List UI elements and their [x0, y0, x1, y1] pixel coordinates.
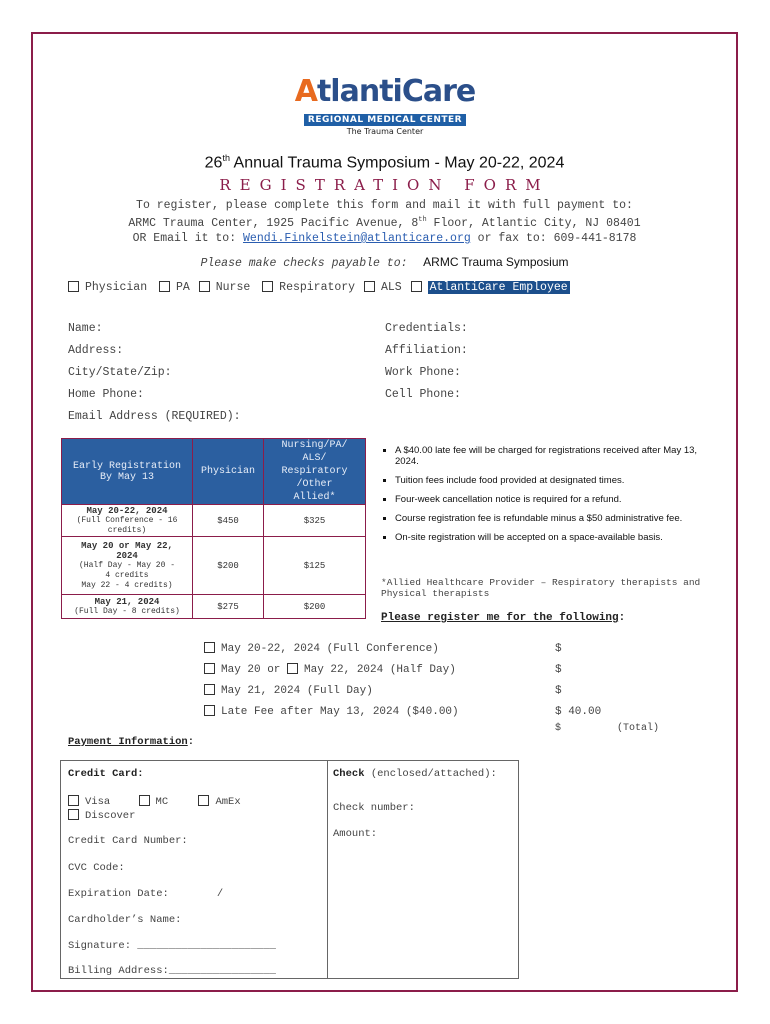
checkbox-respiratory[interactable]: [262, 281, 273, 292]
logo-sub: The Trauma Center: [346, 127, 424, 136]
total-label: (Total): [617, 723, 660, 734]
checkbox-nurse[interactable]: [199, 281, 210, 292]
checkbox-option-day[interactable]: [204, 684, 215, 695]
credit-card-cell: [61, 761, 328, 979]
checkbox-pa[interactable]: [159, 281, 170, 292]
card-discover[interactable]: Discover: [68, 810, 135, 822]
field-work-phone[interactable]: Work Phone:: [385, 366, 461, 379]
payable-line: Please make checks payable to: ARMC Trauma Symposium: [200, 255, 569, 270]
fee-table: [61, 438, 366, 619]
card-types: [68, 795, 241, 823]
cardholder-field[interactable]: Cardholder’s Name:: [68, 914, 182, 926]
checkbox-option-late[interactable]: [204, 705, 215, 716]
option-late[interactable]: Late Fee after May 13, 2024 ($40.00): [204, 702, 459, 723]
logo-anti: anti: [339, 74, 402, 109]
intro-line-1: To register, please complete this form and mail it with full payment to:: [136, 199, 633, 212]
role-nurse[interactable]: Nurse: [199, 281, 251, 294]
total-amount[interactable]: $: [555, 723, 562, 734]
event-title: 26th Annual Trauma Symposium - May 20-22, 2024: [204, 153, 565, 172]
expiration-field[interactable]: Expiration Date: /: [68, 888, 224, 900]
fields-right: [385, 318, 468, 406]
logo-care: Care: [401, 74, 476, 109]
logo: [270, 74, 500, 136]
amount-full[interactable]: $: [555, 643, 562, 655]
allied-note: *Allied Healthcare Provider – Respiratory therapists and Physical therapists: [381, 577, 701, 599]
option-full[interactable]: May 20-22, 2024 (Full Conference): [204, 639, 459, 660]
role-respiratory[interactable]: Respiratory: [262, 281, 355, 294]
logo-a: A: [294, 74, 317, 109]
field-address[interactable]: Address:: [68, 344, 124, 357]
logo-bar: REGIONAL MEDICAL CENTER: [304, 114, 466, 126]
notes-list: [370, 445, 705, 551]
note-onsite: ▪ On-site registration will be accepted on a space-available basis.: [395, 532, 705, 543]
checkbox-discover[interactable]: [68, 809, 79, 820]
field-city-state-zip[interactable]: City/State/Zip:: [68, 366, 172, 379]
role-options: [68, 281, 570, 294]
amount-day[interactable]: $: [555, 685, 562, 697]
note-refund: ▪ Course registration fee is refundable minus a $50 administrative fee.: [395, 513, 705, 524]
intro: [31, 198, 738, 246]
fields-left: [68, 318, 241, 428]
check-cell: [328, 761, 519, 979]
checkbox-option-may22[interactable]: [287, 663, 298, 674]
header-physician: Physician: [193, 439, 264, 505]
payment-heading: Payment Information:: [68, 736, 195, 748]
checkbox-amex[interactable]: [198, 795, 209, 806]
intro-line-3: OR Email it to: Wendi.Finkelstein@atlanticare.org or fax to: 609-441-8178: [132, 231, 637, 245]
cvc-field[interactable]: CVC Code:: [68, 862, 125, 874]
checkbox-als[interactable]: [364, 281, 375, 292]
role-employee[interactable]: AtlantiCare Employee: [411, 281, 570, 294]
form-title: REGISTRATION FORM: [219, 176, 550, 194]
header-early: Early Registration By May 13: [62, 439, 193, 505]
note-food: ▪ Tuition fees include food provided at designated times.: [395, 475, 705, 486]
card-amex[interactable]: AmEx: [198, 796, 240, 808]
logo-tl: tl: [316, 74, 340, 109]
checkbox-visa[interactable]: [68, 795, 79, 806]
option-amounts: [555, 639, 601, 723]
register-options: [204, 639, 459, 723]
fee-row-full: May 20-22, 2024 (Full Conference - 16 credits) $450 $325: [62, 505, 366, 537]
check-amount-field[interactable]: Amount:: [333, 828, 378, 840]
credit-card-label: Credit Card:: [68, 768, 144, 780]
field-cell-phone[interactable]: Cell Phone:: [385, 388, 461, 401]
register-heading: Please register me for the following:: [381, 612, 626, 624]
fee-row-day: May 21, 2024 (Full Day - 8 credits) $275 $200: [62, 595, 366, 619]
signature-field[interactable]: Signature: ______________________: [68, 940, 276, 952]
note-late-fee: ▪ A $40.00 late fee will be charged for registrations received after May 13, 2024.: [395, 445, 705, 467]
total-line: [555, 723, 659, 734]
email-link[interactable]: Wendi.Finkelstein@atlanticare.org: [243, 231, 471, 245]
checkbox-option-may20[interactable]: [204, 663, 215, 674]
intro-line-2: ARMC Trauma Center, 1925 Pacific Avenue, 8th Floor, Atlantic City, NJ 08401: [128, 216, 641, 230]
amount-late[interactable]: $ 40.00: [555, 706, 602, 718]
checkbox-mc[interactable]: [139, 795, 150, 806]
cc-number-field[interactable]: Credit Card Number:: [68, 835, 188, 847]
header-other: Nursing/PA/ ALS/ Respiratory /Other Allied*: [264, 439, 366, 505]
field-home-phone[interactable]: Home Phone:: [68, 388, 144, 401]
checkbox-option-full[interactable]: [204, 642, 215, 653]
check-label: Check (enclosed/attached):: [333, 768, 497, 780]
billing-field[interactable]: Billing Address:_________________: [68, 965, 276, 977]
fee-table-header: [62, 439, 366, 505]
fee-row-half: May 20 or May 22, 2024 (Half Day - May 20 - 4 credits May 22 - 4 credits) $200 $125: [62, 537, 366, 595]
role-physician[interactable]: Physician: [68, 281, 147, 294]
amount-half[interactable]: $: [555, 664, 562, 676]
role-als[interactable]: ALS: [364, 281, 402, 294]
role-pa[interactable]: PA: [159, 281, 190, 294]
card-mc[interactable]: MC: [139, 796, 169, 808]
check-number-field[interactable]: Check number:: [333, 802, 415, 814]
checkbox-physician[interactable]: [68, 281, 79, 292]
card-visa[interactable]: Visa: [68, 796, 110, 808]
payment-table: [60, 760, 519, 979]
field-email[interactable]: Email Address (REQUIRED):: [68, 410, 241, 423]
option-day[interactable]: May 21, 2024 (Full Day): [204, 681, 459, 702]
note-cancellation: ▪ Four-week cancellation notice is required for a refund.: [395, 494, 705, 505]
field-credentials[interactable]: Credentials:: [385, 322, 468, 335]
field-name[interactable]: Name:: [68, 322, 103, 335]
option-half[interactable]: May 20 or May 22, 2024 (Half Day): [204, 660, 459, 681]
checkbox-employee[interactable]: [411, 281, 422, 292]
field-affiliation[interactable]: Affiliation:: [385, 344, 468, 357]
